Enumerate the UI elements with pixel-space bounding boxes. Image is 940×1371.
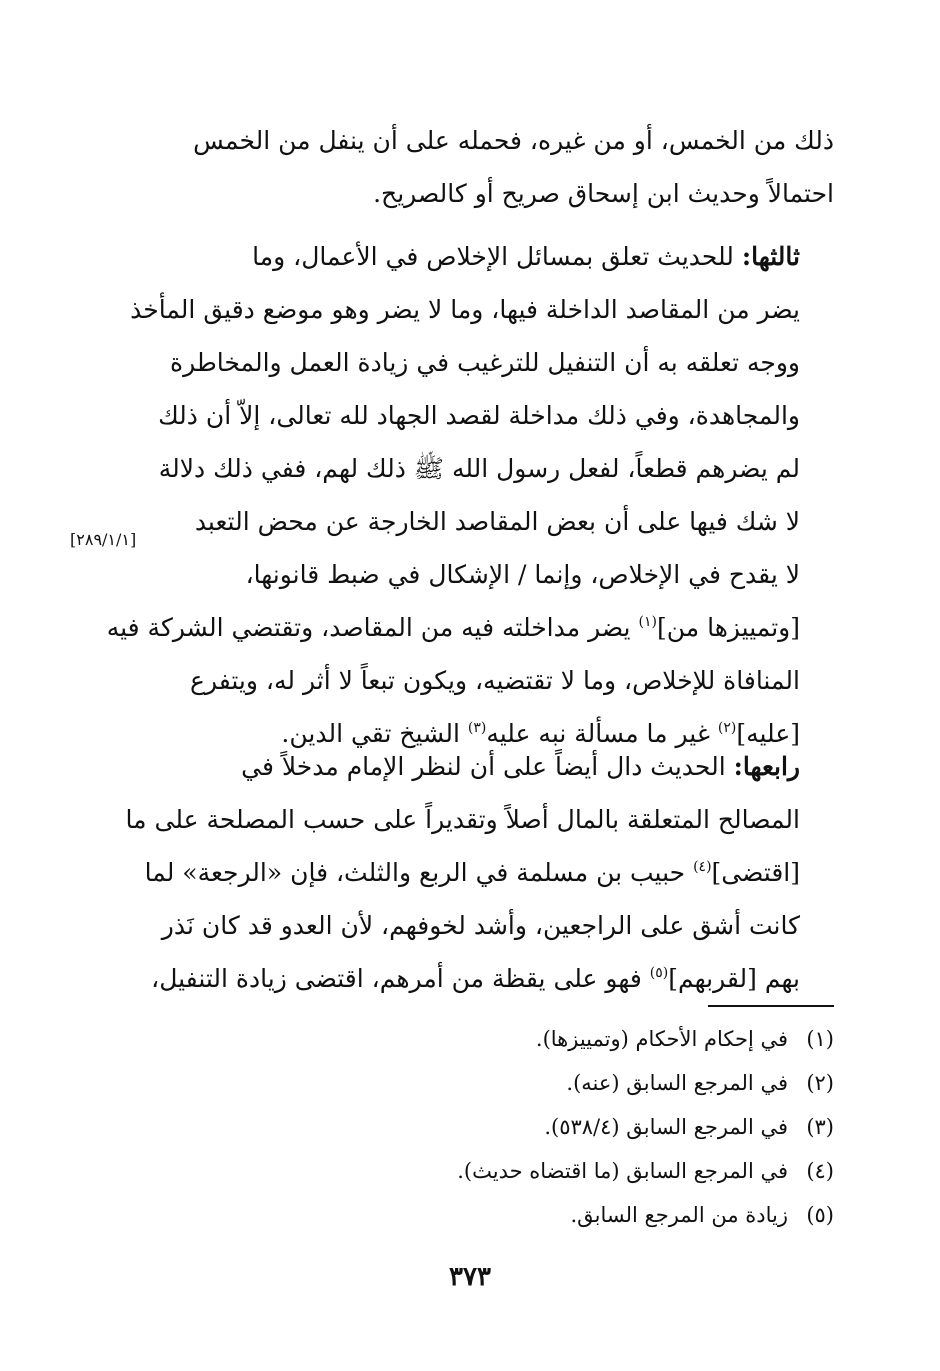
footnote-number: (٣): [806, 1115, 834, 1139]
text-line: يضر من المقاصد الداخلة فيها، وما لا يضر وهو موضع دقيق المأخذ: [130, 295, 800, 324]
footnote-number: (٤): [806, 1159, 834, 1183]
bracketed-insertion: [وتمييزها من]: [656, 613, 800, 642]
footnote-item: [300, 1017, 834, 1061]
footnote-marker: (٢): [717, 720, 737, 736]
text-line: المصالح المتعلقة بالمال أصلاً وتقديراً على حسب المصلحة على ما: [125, 805, 800, 834]
footnotes: [300, 1017, 834, 1237]
footnote-number: (١): [806, 1027, 834, 1051]
footnote-item: [300, 1149, 834, 1193]
bracketed-insertion: [عليه]: [736, 719, 800, 748]
text-line: [162, 230, 834, 283]
text-line: احتمالاً وحديث ابن إسحاق صريح أو كالصريح.: [373, 179, 834, 208]
text-segment: حبيب بن مسلمة في الربع والثلث، فإن «الرجعة» لما: [144, 858, 686, 887]
text-segment: فهو على يقظة من أمرهم، اقتضى زيادة التنفيل،: [151, 964, 642, 993]
footnote-marker: (٣): [467, 720, 487, 736]
text-line: [106, 601, 834, 654]
footnote-text: في المرجع السابق (ما اقتضاه حديث).: [457, 1159, 788, 1183]
paragraph-continuation: [162, 114, 834, 220]
footnote-number: (٥): [806, 1203, 834, 1227]
text-line: والمجاهدة، وفي ذلك مداخلة لقصد الجهاد لله تعالى، إلاّ أن ذلك: [158, 401, 800, 430]
bracketed-insertion: بهم [لقربهم]: [668, 964, 800, 993]
footnote-item: [300, 1105, 834, 1149]
text-line: ذلك من الخمس، أو من غيره، فحمله على أن ينفل من الخمس: [193, 126, 834, 155]
footnote-item: [300, 1193, 834, 1237]
footnote-marker: (٥): [649, 965, 669, 981]
text-line: كانت أشق على الراجعين، وأشد لخوفهم، لأن العدو قد كان نَذر: [161, 911, 800, 940]
footnote-marker: (٤): [693, 859, 712, 875]
footnote-number: (٢): [806, 1071, 834, 1095]
text-line: [144, 846, 834, 899]
bracketed-insertion: [اقتضى]: [711, 858, 800, 887]
text-segment: للحديث تعلق بمسائل الإخلاص في الأعمال، وما: [252, 242, 734, 271]
footnote-text: في إحكام الأحكام (وتمييزها).: [535, 1027, 788, 1051]
margin-manuscript-reference: [٢٨٩/١/١]: [70, 530, 137, 549]
text-line: ووجه تعلقه به أن التنفيل للترغيب في زيادة العمل والمخاطرة: [169, 348, 800, 377]
footnote-separator: [708, 1005, 834, 1007]
text-line: [151, 952, 834, 1005]
footnote-text: زيادة من المرجع السابق.: [570, 1203, 788, 1227]
text-segment: الشيخ تقي الدين.: [281, 719, 460, 748]
paragraph-lead: ثالثها:: [741, 242, 800, 271]
text-line: المنافاة للإخلاص، وما لا تقتضيه، ويكون تبعاً لا أثر له، ويتفرع: [190, 666, 800, 695]
paragraph-thalithuha: [106, 230, 834, 760]
footnote-item: [300, 1061, 834, 1105]
paragraph-rabiuha: [125, 740, 834, 1005]
footnote-marker: (١): [638, 614, 657, 630]
footnote-text: في المرجع السابق (٥٣٨/٤).: [544, 1115, 788, 1139]
text-line: لم يضرهم قطعاً، لفعل رسول الله ﷺ ذلك لهم، ففي ذلك دلالة: [158, 454, 800, 483]
text-line: لا يقدح في الإخلاص، وإنما / الإشكال في ضبط قانونها،: [245, 560, 800, 589]
text-line: لا شك فيها على أن بعض المقاصد الخارجة عن محض التعبد: [194, 507, 800, 536]
page-number: ٣٧٣: [449, 1262, 491, 1292]
text-segment: غير ما مسألة نبه عليه: [486, 719, 710, 748]
text-segment: يضر مداخلته فيه من المقاصد، وتقتضي الشركة فيه: [106, 613, 631, 642]
footnote-text: في المرجع السابق (عنه).: [566, 1071, 788, 1095]
text-line: [162, 740, 834, 793]
text-segment: الحديث دال أيضاً على أن لنظر الإمام مدخلاً في: [241, 752, 726, 781]
paragraph-lead: رابعها:: [733, 752, 800, 781]
